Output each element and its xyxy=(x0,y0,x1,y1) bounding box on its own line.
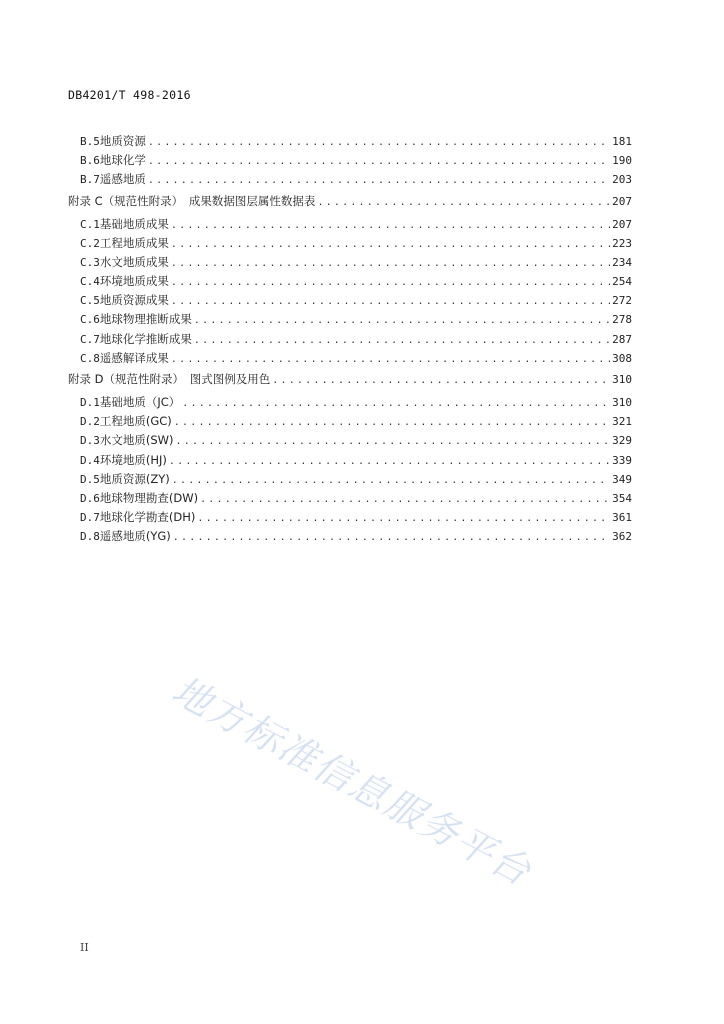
toc-entry-page: 329 xyxy=(612,434,632,448)
toc-leader-dots xyxy=(194,316,610,326)
toc-entry-page: 234 xyxy=(612,255,632,269)
toc-entry-number: C.7 xyxy=(80,332,100,346)
toc-leader-dots xyxy=(171,355,610,365)
toc-entry-title: 环境地质成果 xyxy=(99,274,169,289)
toc-entry-page: 254 xyxy=(612,275,632,289)
toc-leader-dots xyxy=(169,457,610,467)
toc-entry-number: B.5 xyxy=(80,135,100,148)
toc-entry[interactable] xyxy=(68,509,632,528)
toc-entry-page: 207 xyxy=(612,194,632,208)
toc-leader-dots xyxy=(197,514,610,524)
toc-entry-title: 遥感地质 xyxy=(99,172,146,187)
toc-entry-page: 349 xyxy=(612,472,632,486)
toc-entry-title: 地质资源成果 xyxy=(99,293,169,308)
toc-entry-title: 地球物理勘查(DW) xyxy=(99,490,199,505)
toc-entry[interactable] xyxy=(68,171,632,190)
toc-entry[interactable] xyxy=(68,311,632,330)
toc-entry[interactable] xyxy=(68,490,632,509)
toc-leader-dots xyxy=(148,157,610,167)
toc-entry-page: 354 xyxy=(612,491,632,505)
toc-leader-dots xyxy=(182,399,610,409)
document-code: DB4201/T 498-2016 xyxy=(68,88,191,102)
toc-leader-dots xyxy=(172,476,610,486)
toc-entry-title: 水文地质成果 xyxy=(99,254,169,269)
toc-entry-page: 278 xyxy=(612,313,632,327)
toc-entry-number: C.5 xyxy=(80,294,100,308)
toc-entry-number: C.3 xyxy=(80,255,100,269)
toc-leader-dots xyxy=(171,297,610,307)
watermark: 地方标准信息服务平台 xyxy=(165,667,539,895)
toc-leader-dots xyxy=(317,198,610,208)
toc-entry[interactable] xyxy=(68,273,632,292)
toc-entry-number: C.4 xyxy=(80,275,100,289)
toc-leader-dots xyxy=(148,176,610,186)
toc-entry[interactable] xyxy=(68,452,632,471)
toc-entry-page: 272 xyxy=(612,294,632,308)
toc-entry-number: D.5 xyxy=(80,472,100,486)
toc-entry-title: 遥感地质(YG) xyxy=(99,529,171,544)
toc-entry-title: 工程地质(GC) xyxy=(99,414,172,429)
toc-entry-page: 308 xyxy=(612,351,632,365)
toc-entry-title: 基础地质（JC） xyxy=(99,395,181,410)
toc-leader-dots xyxy=(176,437,611,447)
toc-entry-title: 工程地质成果 xyxy=(99,235,169,250)
toc-entry-title: 地球物理推断成果 xyxy=(99,312,192,327)
toc-entry-number: D.1 xyxy=(80,396,100,410)
toc-entry[interactable] xyxy=(68,152,632,171)
toc-appendix-entry[interactable] xyxy=(68,371,632,392)
page-number-footer: II xyxy=(80,941,89,954)
toc-entry-title: 环境地质(HJ) xyxy=(99,452,167,467)
toc-appendix-entry[interactable] xyxy=(68,193,632,214)
toc-entry-number: D.8 xyxy=(80,530,100,544)
toc-entry-number: C.8 xyxy=(80,351,100,365)
toc-entry-page: 310 xyxy=(612,396,632,410)
toc-entry[interactable] xyxy=(68,413,632,432)
toc-entry-page: 207 xyxy=(612,217,632,231)
toc-entry-title: 地球化学推断成果 xyxy=(99,331,192,346)
toc-entry-number: C.1 xyxy=(80,217,100,231)
toc-entry-page: 339 xyxy=(612,453,632,467)
toc-entry-number: C.2 xyxy=(80,236,100,250)
toc-entry-title: 地球化学 xyxy=(99,153,146,168)
toc-leader-dots xyxy=(272,376,610,386)
toc-entry-page: 181 xyxy=(612,135,632,148)
toc-entry-page: 287 xyxy=(612,332,632,346)
toc-leader-dots xyxy=(171,278,610,288)
toc-entry-number: D.7 xyxy=(80,511,100,525)
toc-entry-page: 361 xyxy=(612,511,632,525)
toc-entry-number: D.4 xyxy=(80,453,100,467)
toc-entry[interactable] xyxy=(68,254,632,273)
toc-entry-title: 地球化学勘查(DH) xyxy=(99,510,196,525)
toc-entry[interactable] xyxy=(68,216,632,235)
toc-leader-dots xyxy=(194,336,610,346)
toc-leader-dots xyxy=(171,259,610,269)
toc-entry-number: D.6 xyxy=(80,491,100,505)
toc-entry[interactable] xyxy=(68,350,632,369)
toc-entry[interactable] xyxy=(68,432,632,451)
toc-entry-page: 223 xyxy=(612,236,632,250)
toc-entry-number: B.7 xyxy=(80,173,100,187)
toc-entry[interactable] xyxy=(68,133,632,152)
toc-leader-dots xyxy=(173,533,610,543)
toc-entry[interactable] xyxy=(68,331,632,350)
toc-entry-title: 地质资源 xyxy=(99,134,146,148)
toc-entry-number: B.6 xyxy=(80,154,100,168)
toc-entry[interactable] xyxy=(68,471,632,490)
toc-entry-number: D.3 xyxy=(80,434,100,448)
toc-entry[interactable] xyxy=(68,292,632,311)
toc-entry-page: 203 xyxy=(612,173,632,187)
toc-entry[interactable] xyxy=(68,528,632,547)
toc-entry-page: 190 xyxy=(612,154,632,168)
toc-leader-dots xyxy=(171,240,610,250)
toc-entry-page: 310 xyxy=(612,373,632,387)
toc-entry-title: 基础地质成果 xyxy=(99,216,169,231)
toc-leader-dots xyxy=(200,495,610,505)
toc-entry-page: 321 xyxy=(612,415,632,429)
toc-entry-number: C.6 xyxy=(80,313,100,327)
toc-entry[interactable] xyxy=(68,235,632,254)
toc-entry-page: 362 xyxy=(612,530,632,544)
toc-entry-title: 地质资源(ZY) xyxy=(99,471,170,486)
toc-entry-title: 水文地质(SW) xyxy=(99,433,174,448)
toc-leader-dots xyxy=(174,418,610,428)
toc-entry-title: 附录 D（规范性附录） 图式图例及用色 xyxy=(68,372,271,387)
toc-entry-title: 附录 C（规范性附录） 成果数据图层属性数据表 xyxy=(68,193,316,208)
toc-entry[interactable] xyxy=(68,394,632,413)
toc-entry-title: 遥感解译成果 xyxy=(99,350,169,365)
toc-leader-dots xyxy=(148,138,610,148)
table-of-contents xyxy=(68,133,632,548)
toc-entry-number: D.2 xyxy=(80,415,100,429)
toc-leader-dots xyxy=(171,221,610,231)
